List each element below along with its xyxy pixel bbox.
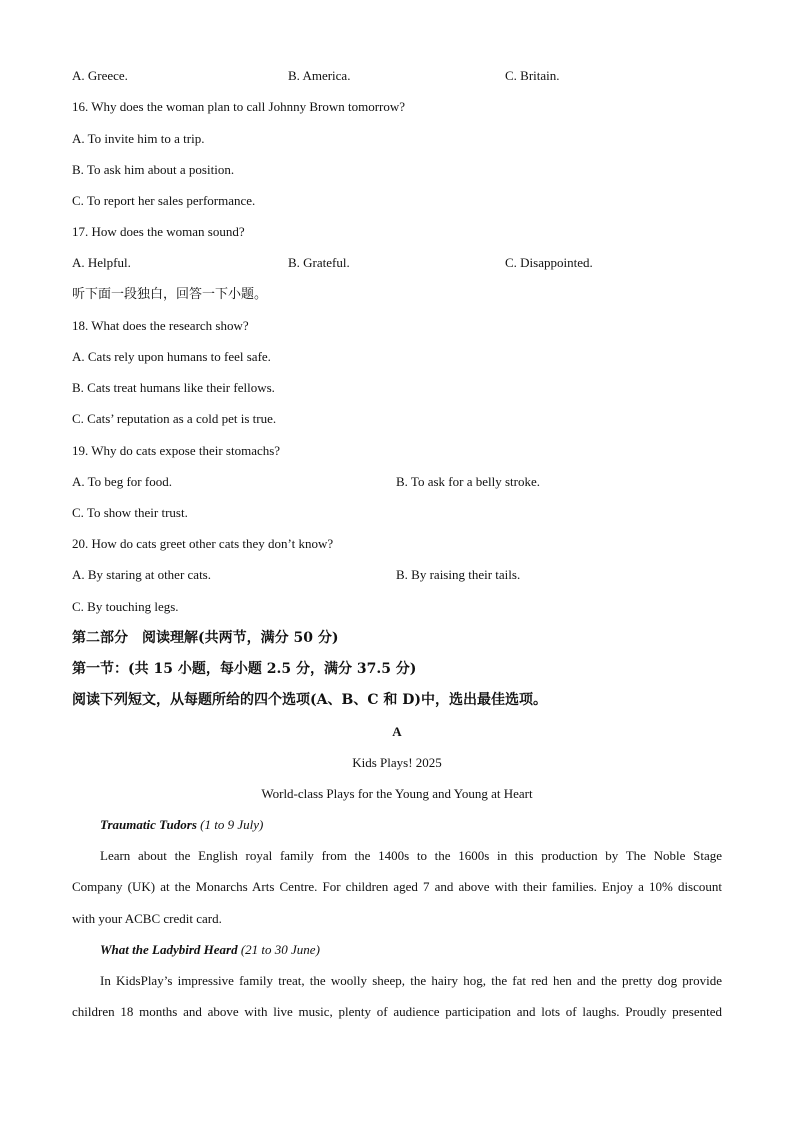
q16-option-b: B. To ask him about a position. — [72, 162, 235, 177]
q17-option-b: B. Grateful. — [288, 255, 350, 270]
play1-line3: with your ACBC credit card. — [72, 911, 222, 926]
play1-heading — [100, 817, 263, 833]
q15-option-b: B. America. — [288, 68, 351, 83]
play2-name: What the Ladybird Heard — [100, 942, 238, 957]
q18-option-a: A. Cats rely upon humans to feel safe. — [72, 349, 271, 364]
passage-subtitle: World-class Plays for the Young and Young at Heart — [261, 786, 533, 801]
play2-line1: In KidsPlay’s impressive family treat, the woolly sheep, the hairy hog, the fat red hen and the pretty dog provide — [100, 973, 722, 988]
q20-option-c: C. By touching legs. — [72, 599, 179, 614]
q18-question: 18. What does the research show? — [72, 318, 249, 333]
q19-option-a: A. To beg for food. — [72, 474, 172, 489]
play1-dates: (1 to 9 July) — [200, 817, 264, 832]
q18-option-c: C. Cats’ reputation as a cold pet is true. — [72, 411, 277, 426]
play1-name: Traumatic Tudors — [100, 817, 197, 832]
q19-question: 19. Why do cats expose their stomachs? — [72, 443, 281, 458]
play2-heading — [100, 942, 320, 958]
q20-option-b: B. By raising their tails. — [396, 567, 521, 582]
monologue-instruction: 听下面一段独白，回答一下小题。 — [72, 287, 268, 302]
q15-option-a: A. Greece. — [72, 68, 128, 83]
q19-option-c: C. To show their trust. — [72, 505, 188, 520]
play1-line2: Company (UK) at the Monarchs Arts Centre. For children aged 7 and above with their families. Enjoy a 10% discount — [72, 879, 722, 894]
reading-instruction: 阅读下列短文，从每题所给的四个选项(A、B、C 和 D)中，选出最佳选项。 — [72, 692, 547, 708]
q20-question: 20. How do cats greet other cats they don’t know? — [72, 536, 334, 551]
passage-title: Kids Plays! 2025 — [352, 755, 442, 770]
q17-option-c: C. Disappointed. — [505, 255, 593, 270]
section1-title: 第一节：(共 15 小题，每小题 2.5 分，满分 37.5 分) — [72, 661, 417, 677]
play2-line2: children 18 months and above with live music, plenty of audience participation and lots of laughs. Proudly presented — [72, 1004, 722, 1019]
play2-dates: (21 to 30 June) — [240, 942, 320, 957]
q16-option-a: A. To invite him to a trip. — [72, 131, 205, 146]
play1-line1: Learn about the English royal family from the 1400s to the 1600s in this production by The Noble Stage — [100, 848, 722, 863]
q17-option-a: A. Helpful. — [72, 255, 131, 270]
q16-option-c: C. To report her sales performance. — [72, 193, 256, 208]
q16-question: 16. Why does the woman plan to call Johnny Brown tomorrow? — [72, 99, 406, 114]
q15-option-c: C. Britain. — [505, 68, 560, 83]
part2-title: 第二部分 阅读理解(共两节，满分 50 分) — [72, 630, 339, 646]
q19-option-b: B. To ask for a belly stroke. — [396, 474, 540, 489]
q17-question: 17. How does the woman sound? — [72, 224, 245, 239]
passage-letter: A — [392, 724, 402, 739]
q20-option-a: A. By staring at other cats. — [72, 567, 211, 582]
q18-option-b: B. Cats treat humans like their fellows. — [72, 380, 275, 395]
